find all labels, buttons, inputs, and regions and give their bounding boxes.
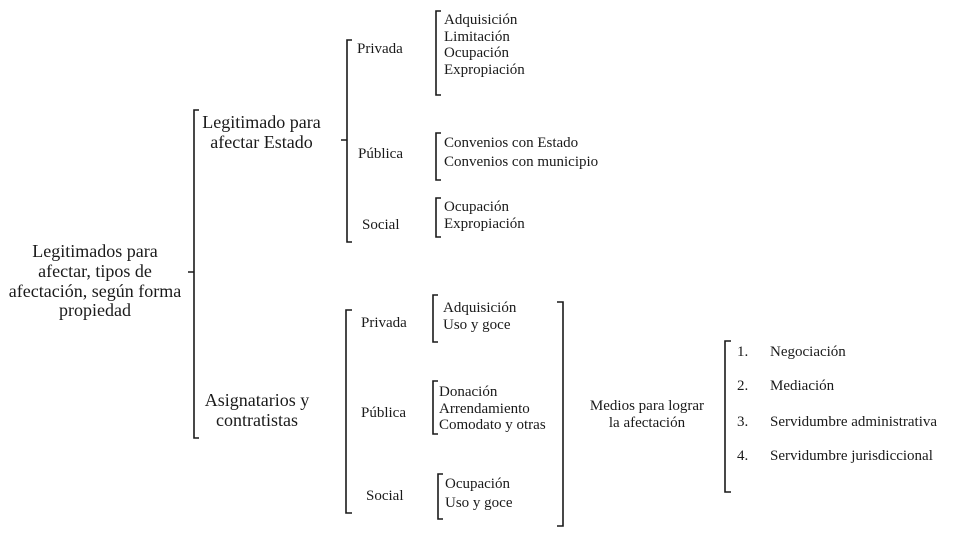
list-item: Adquisición: [444, 12, 518, 28]
list-item: Comodato y otras: [439, 417, 546, 433]
leg-privada-items: [444, 12, 525, 78]
asignatarios-label: Asignatarios y contratistas: [204, 390, 310, 430]
medios-item-1-text: Negociación: [770, 344, 846, 360]
list-item: Uso y goce: [445, 494, 513, 511]
medios-item-2-number: 2.: [737, 378, 749, 394]
asi-social-bracket: [438, 474, 443, 519]
asi-publica-bracket: [433, 381, 438, 434]
medios-item-4-number: 4.: [737, 448, 749, 464]
medios-closing-bracket: [557, 302, 563, 526]
asi-privada-label: Privada: [361, 315, 407, 331]
medios-item-3-text: Servidumbre administrativa: [770, 414, 938, 430]
legitimado-bracket: [341, 40, 352, 242]
medios-list-bracket: [725, 341, 731, 492]
medios-item-2-text: Mediación: [770, 378, 835, 394]
list-item: Uso y goce: [443, 316, 511, 333]
list-item: Arrendamiento: [439, 400, 530, 417]
list-item: Expropiación: [444, 61, 525, 78]
root-label: Legitimados para afectar, tipos de afectación, según forma propiedad: [8, 241, 182, 321]
leg-social-bracket: [436, 198, 441, 237]
medios-label: Medios para lograr la afectación: [589, 398, 705, 431]
list-item: Ocupación: [444, 45, 509, 61]
asi-social-label: Social: [366, 488, 404, 504]
list-item: Donación: [439, 384, 498, 400]
asi-privada-bracket: [433, 295, 438, 342]
list-item: Convenios con Estado: [444, 135, 579, 151]
medios-item-3-number: 3.: [737, 414, 749, 430]
asignatarios-bracket: [346, 310, 352, 513]
list-item: Adquisición: [443, 300, 517, 316]
leg-publica-items: [444, 134, 598, 172]
leg-social-items: [444, 199, 525, 232]
list-item: Expropiación: [444, 215, 525, 232]
medios-item-1-number: 1.: [737, 344, 749, 360]
asi-publica-items: [439, 384, 546, 434]
list-item: Convenios con municipio: [444, 153, 599, 170]
list-item: Ocupación: [445, 476, 510, 492]
leg-privada-label: Privada: [357, 41, 403, 57]
list-item: Ocupación: [444, 199, 509, 215]
legitimado-label: Legitimado para afectar Estado: [202, 112, 321, 152]
medios-item-4-text: Servidumbre jurisdiccional: [770, 448, 933, 464]
leg-privada-bracket: [436, 11, 441, 95]
asi-social-items: [445, 475, 513, 513]
list-item: Limitación: [444, 28, 510, 45]
leg-publica-label: Pública: [358, 146, 403, 162]
asi-privada-items: [443, 300, 516, 333]
leg-publica-bracket: [436, 133, 441, 180]
leg-social-label: Social: [362, 217, 400, 233]
asi-publica-label: Pública: [361, 405, 406, 421]
